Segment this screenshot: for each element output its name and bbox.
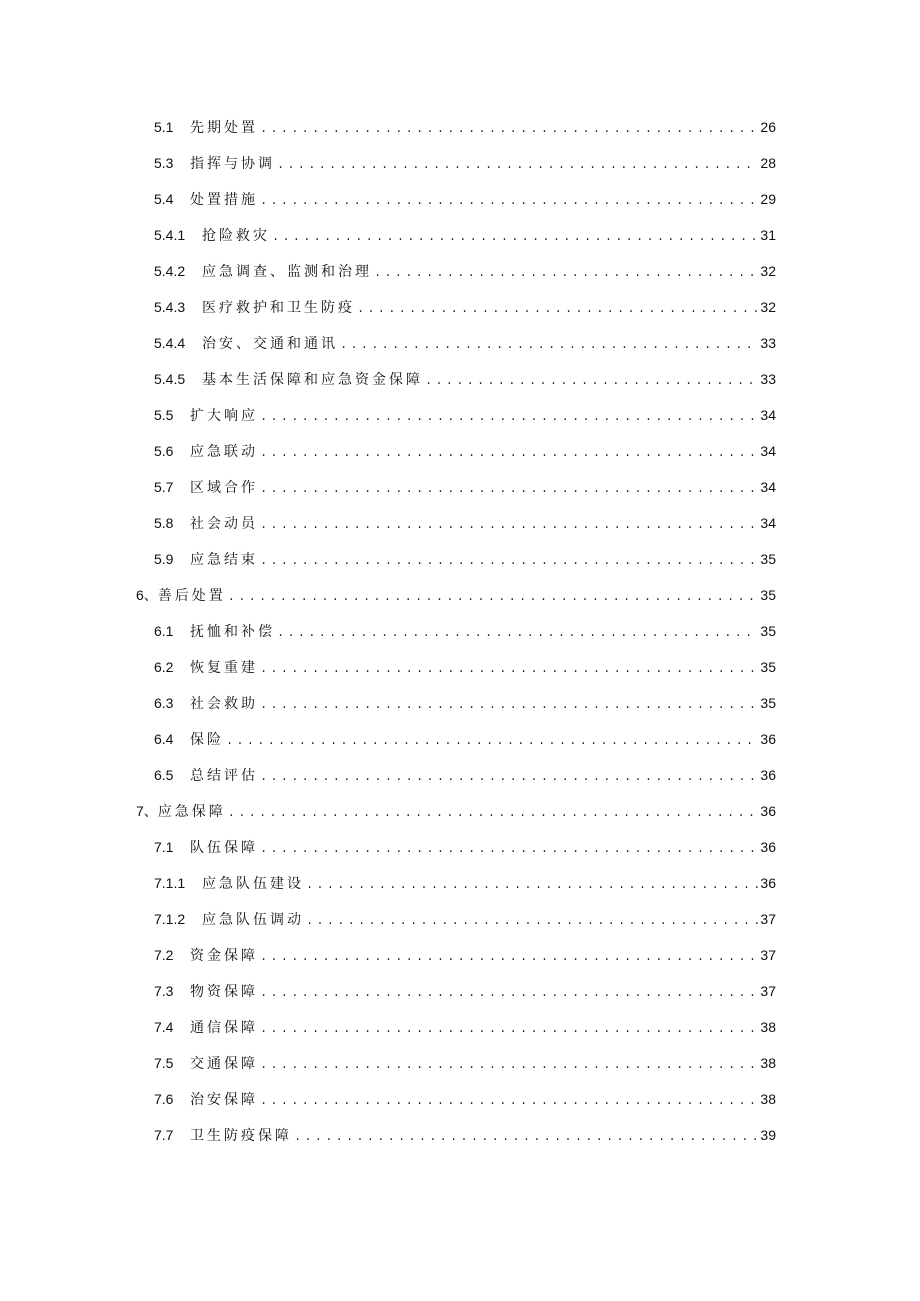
toc-dot-leader xyxy=(340,327,758,363)
toc-dot-leader xyxy=(277,615,758,651)
toc-dot-leader xyxy=(260,1083,758,1119)
toc-entry[interactable] xyxy=(0,181,920,217)
toc-entry-number: 7、 xyxy=(136,803,158,819)
toc-entry-title: 指挥与协调 xyxy=(190,156,275,172)
toc-entry-number: 6.5 xyxy=(154,767,174,783)
toc-entry-title: 卫生防疫保障 xyxy=(190,1128,292,1144)
toc-entry-page-number: 38 xyxy=(760,1019,776,1035)
toc-entry-title: 物资保障 xyxy=(190,984,258,1000)
toc-dot-leader xyxy=(260,543,758,579)
toc-entry-number: 7.2 xyxy=(154,947,174,963)
toc-entry-number: 7.6 xyxy=(154,1091,174,1107)
toc-entry-title: 保险 xyxy=(190,732,224,748)
toc-entry-title: 医疗救护和卫生防疫 xyxy=(202,300,355,316)
toc-entry-page-number: 36 xyxy=(760,875,776,891)
toc-entry-page-number: 36 xyxy=(760,767,776,783)
toc-entry-number: 6.1 xyxy=(154,623,174,639)
toc-entry-page-number: 35 xyxy=(760,623,776,639)
toc-entry-number: 5.1 xyxy=(154,119,174,135)
toc-dot-leader xyxy=(260,435,758,471)
toc-dot-leader xyxy=(260,759,758,795)
toc-entry-title: 应急队伍建设 xyxy=(202,876,304,892)
toc-entry-title: 治安保障 xyxy=(190,1092,258,1108)
toc-entry-page-number: 34 xyxy=(760,515,776,531)
toc-entry-title: 抢险救灾 xyxy=(202,228,270,244)
toc-entry-page-number: 37 xyxy=(760,983,776,999)
toc-entry[interactable] xyxy=(0,865,920,901)
toc-entry-number: 5.4 xyxy=(154,191,174,207)
toc-dot-leader xyxy=(260,831,758,867)
toc-dot-leader xyxy=(374,255,758,291)
toc-entry[interactable] xyxy=(0,469,920,505)
toc-entry[interactable] xyxy=(0,1009,920,1045)
toc-entry-title: 恢复重建 xyxy=(190,660,258,676)
toc-dot-leader xyxy=(260,939,758,975)
toc-entry-number: 5.9 xyxy=(154,551,174,567)
toc-entry-number: 5.8 xyxy=(154,515,174,531)
toc-dot-leader xyxy=(294,1119,758,1155)
toc-dot-leader xyxy=(306,867,758,903)
toc-dot-leader xyxy=(260,471,758,507)
toc-entry-number: 5.7 xyxy=(154,479,174,495)
toc-entry[interactable] xyxy=(0,973,920,1009)
toc-entry[interactable] xyxy=(0,793,920,829)
toc-entry-page-number: 39 xyxy=(760,1127,776,1143)
toc-entry-title: 队伍保障 xyxy=(190,840,258,856)
toc-entry[interactable] xyxy=(0,1117,920,1153)
toc-entry[interactable] xyxy=(0,217,920,253)
toc-entry[interactable] xyxy=(0,1045,920,1081)
toc-entry-page-number: 34 xyxy=(760,479,776,495)
toc-entry-page-number: 32 xyxy=(760,263,776,279)
toc-dot-leader xyxy=(260,687,758,723)
toc-entry-title: 先期处置 xyxy=(190,120,258,136)
toc-entry-number: 5.4.2 xyxy=(154,263,186,279)
toc-entry[interactable] xyxy=(0,505,920,541)
toc-entry-title: 应急调查、监测和治理 xyxy=(202,264,372,280)
toc-entry-page-number: 35 xyxy=(760,695,776,711)
toc-entry-title: 应急联动 xyxy=(190,444,258,460)
toc-entry[interactable] xyxy=(0,433,920,469)
toc-entry-page-number: 34 xyxy=(760,443,776,459)
toc-dot-leader xyxy=(260,1011,758,1047)
toc-entry-page-number: 38 xyxy=(760,1091,776,1107)
toc-entry-title: 应急结束 xyxy=(190,552,258,568)
toc-entry-page-number: 37 xyxy=(760,911,776,927)
toc-dot-leader xyxy=(260,651,758,687)
toc-entry-title: 抚恤和补偿 xyxy=(190,624,275,640)
toc-entry-number: 5.4.5 xyxy=(154,371,186,387)
toc-entry[interactable] xyxy=(0,361,920,397)
toc-entry[interactable] xyxy=(0,901,920,937)
toc-entry-page-number: 33 xyxy=(760,335,776,351)
toc-entry-number: 5.5 xyxy=(154,407,174,423)
toc-entry-number: 7.3 xyxy=(154,983,174,999)
toc-dot-leader xyxy=(260,111,758,147)
toc-dot-leader xyxy=(425,363,758,399)
toc-entry-title: 交通保障 xyxy=(190,1056,258,1072)
toc-entry-page-number: 36 xyxy=(760,731,776,747)
toc-entry[interactable] xyxy=(0,829,920,865)
toc-entry-page-number: 31 xyxy=(760,227,776,243)
toc-entry[interactable] xyxy=(0,397,920,433)
toc-entry-title: 区域合作 xyxy=(190,480,258,496)
toc-entry-page-number: 28 xyxy=(760,155,776,171)
toc-entry-number: 6.3 xyxy=(154,695,174,711)
toc-dot-leader xyxy=(228,579,759,615)
toc-dot-leader xyxy=(357,291,758,327)
toc-entry-number: 6.2 xyxy=(154,659,174,675)
toc-entry-number: 7.1.2 xyxy=(154,911,186,927)
toc-entry-title: 社会动员 xyxy=(190,516,258,532)
toc-entry-number: 5.4.3 xyxy=(154,299,186,315)
toc-entry-title: 基本生活保障和应急资金保障 xyxy=(202,372,423,388)
toc-entry[interactable] xyxy=(0,937,920,973)
toc-dot-leader xyxy=(306,903,758,939)
toc-entry-number: 7.5 xyxy=(154,1055,174,1071)
table-of-contents xyxy=(0,109,920,1153)
toc-entry-title: 善后处置 xyxy=(157,588,226,604)
toc-entry-page-number: 32 xyxy=(760,299,776,315)
toc-entry-title: 扩大响应 xyxy=(190,408,258,424)
toc-entry-number: 5.3 xyxy=(154,155,174,171)
toc-dot-leader xyxy=(260,1047,758,1083)
toc-entry-number: 6.4 xyxy=(154,731,174,747)
toc-dot-leader xyxy=(260,183,758,219)
toc-entry[interactable] xyxy=(0,649,920,685)
toc-entry-page-number: 34 xyxy=(760,407,776,423)
toc-dot-leader xyxy=(272,219,758,255)
toc-entry-page-number: 38 xyxy=(760,1055,776,1071)
toc-dot-leader xyxy=(277,147,758,183)
toc-entry[interactable] xyxy=(0,289,920,325)
toc-entry[interactable] xyxy=(0,325,920,361)
toc-entry-title: 应急队伍调动 xyxy=(202,912,304,928)
toc-entry-title: 资金保障 xyxy=(190,948,258,964)
toc-dot-leader xyxy=(260,399,758,435)
toc-entry-number: 7.7 xyxy=(154,1127,174,1143)
toc-entry-page-number: 37 xyxy=(760,947,776,963)
toc-dot-leader xyxy=(228,795,759,831)
toc-entry-title: 社会救助 xyxy=(190,696,258,712)
toc-entry-page-number: 29 xyxy=(760,191,776,207)
toc-entry[interactable] xyxy=(0,145,920,181)
toc-entry-number: 7.1 xyxy=(154,839,174,855)
toc-entry-title: 处置措施 xyxy=(190,192,258,208)
toc-entry[interactable] xyxy=(0,577,920,613)
toc-dot-leader xyxy=(260,507,758,543)
toc-entry-page-number: 33 xyxy=(760,371,776,387)
toc-entry-number: 5.4.1 xyxy=(154,227,186,243)
toc-entry[interactable] xyxy=(0,757,920,793)
toc-dot-leader xyxy=(260,975,758,1011)
toc-entry-title: 应急保障 xyxy=(157,804,226,820)
toc-entry[interactable] xyxy=(0,541,920,577)
toc-entry-title: 总结评估 xyxy=(190,768,258,784)
toc-entry[interactable] xyxy=(0,721,920,757)
toc-entry[interactable] xyxy=(0,1081,920,1117)
toc-entry-page-number: 35 xyxy=(760,587,776,603)
toc-entry[interactable] xyxy=(0,253,920,289)
toc-entry[interactable] xyxy=(0,109,920,145)
toc-entry-title: 通信保障 xyxy=(190,1020,258,1036)
toc-entry-page-number: 35 xyxy=(760,659,776,675)
toc-entry-number: 7.4 xyxy=(154,1019,174,1035)
toc-dot-leader xyxy=(226,723,758,759)
toc-entry-page-number: 35 xyxy=(760,551,776,567)
toc-entry-page-number: 26 xyxy=(760,119,776,135)
toc-entry-title: 治安、交通和通讯 xyxy=(202,336,338,352)
toc-entry[interactable] xyxy=(0,685,920,721)
toc-entry-number: 5.6 xyxy=(154,443,174,459)
toc-entry[interactable] xyxy=(0,613,920,649)
toc-entry-page-number: 36 xyxy=(760,839,776,855)
toc-entry-number: 7.1.1 xyxy=(154,875,186,891)
toc-entry-number: 6、 xyxy=(136,587,158,603)
toc-entry-page-number: 36 xyxy=(760,803,776,819)
toc-entry-number: 5.4.4 xyxy=(154,335,186,351)
